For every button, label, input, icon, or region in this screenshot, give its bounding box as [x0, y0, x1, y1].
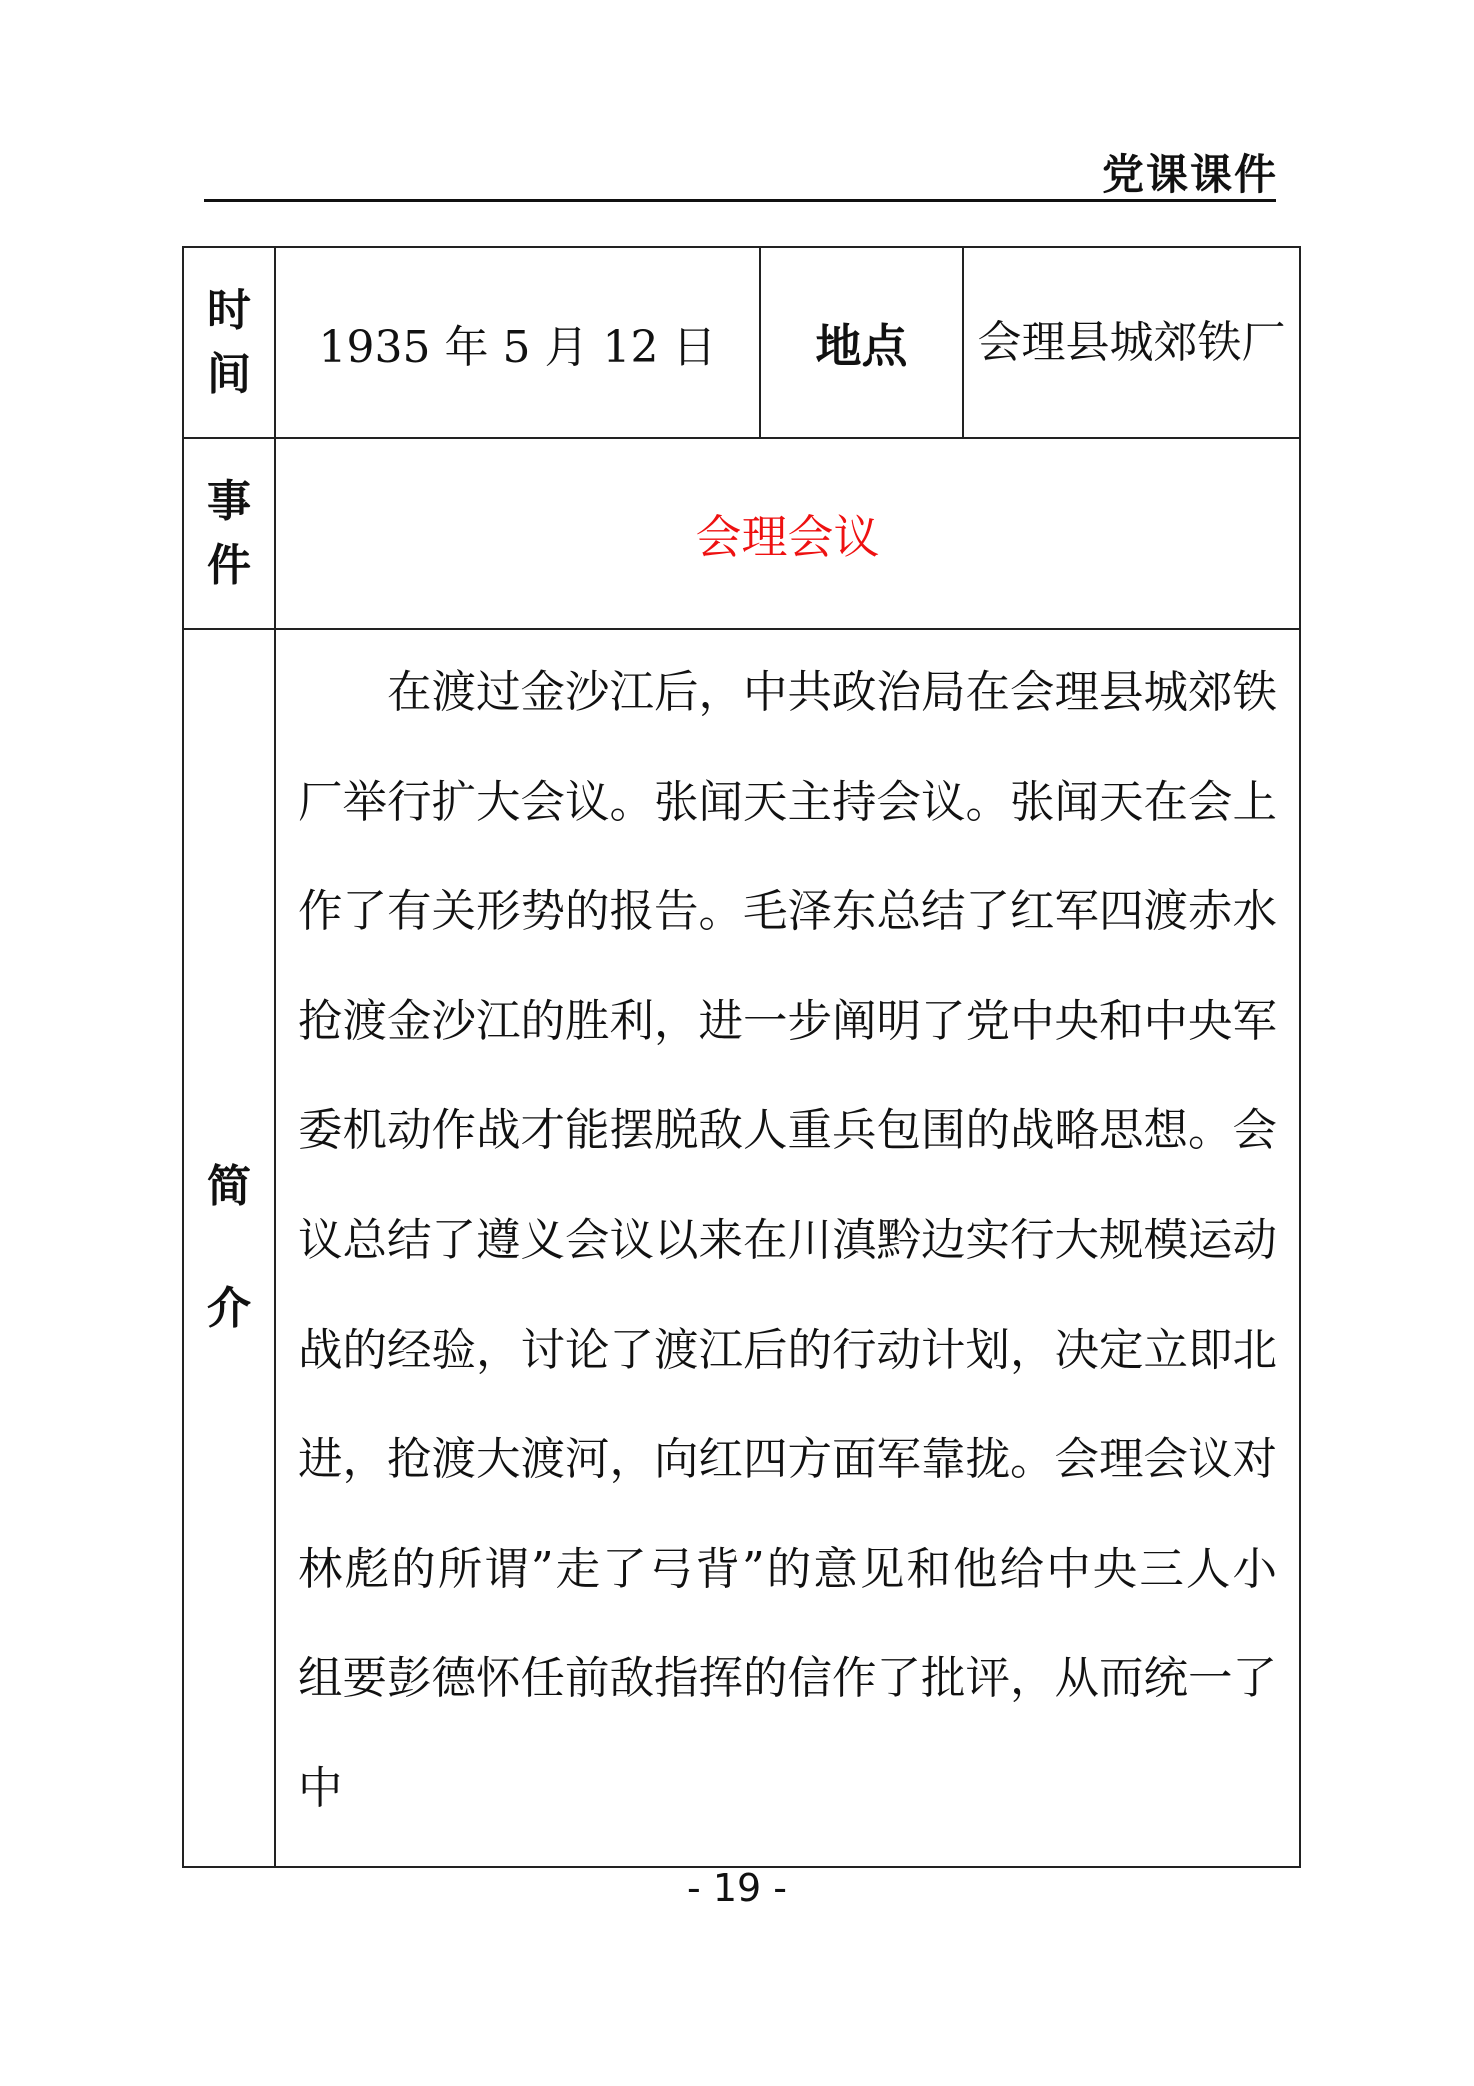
time-label: 时间: [207, 284, 251, 400]
header-title: 党课课件: [1101, 150, 1278, 199]
time-row: [183, 247, 1300, 438]
page-number: - 19 -: [687, 1866, 787, 1910]
time-label-cell: [183, 247, 275, 438]
event-name: 会理会议: [275, 438, 1300, 629]
event-label-cell: [183, 438, 275, 629]
event-row: [183, 438, 1300, 629]
intro-text: 在渡过金沙江后，中共政治局在会理县城郊铁厂举行扩大会议。张闻天主持会议。张闻天在会上作了有关形势的报告。毛泽东总结了红军四渡赤水抢渡金沙江的胜利，进一步阐明了党中央和中央军委机动作战才能摆脱敌人重兵包围的战略思想。会议总结了遵义会议以来在川滇黔边实行大规模运动战的经验，讨论了渡江后的行动计划，决定立即北进，抢渡大渡河，向红四方面军靠拢。会理会议对林彪的所谓”走了弓背”的意见和他给中央三人小组要彭德怀任前敌指挥的信作了批评，从而统一了中: [298, 667, 1278, 1814]
date-value: 1935 年 5 月 12 日: [275, 247, 760, 438]
record-table: [182, 246, 1301, 1868]
place-label: 地点: [760, 247, 963, 438]
header-rule: [204, 199, 1276, 202]
intro-label: 简介: [207, 1160, 251, 1334]
place-value: 会理县城郊铁厂: [963, 247, 1300, 438]
intro-text-cell: [275, 629, 1300, 1867]
intro-row: [183, 629, 1300, 1867]
event-label: 事件: [207, 475, 251, 591]
intro-label-cell: [183, 629, 275, 1867]
